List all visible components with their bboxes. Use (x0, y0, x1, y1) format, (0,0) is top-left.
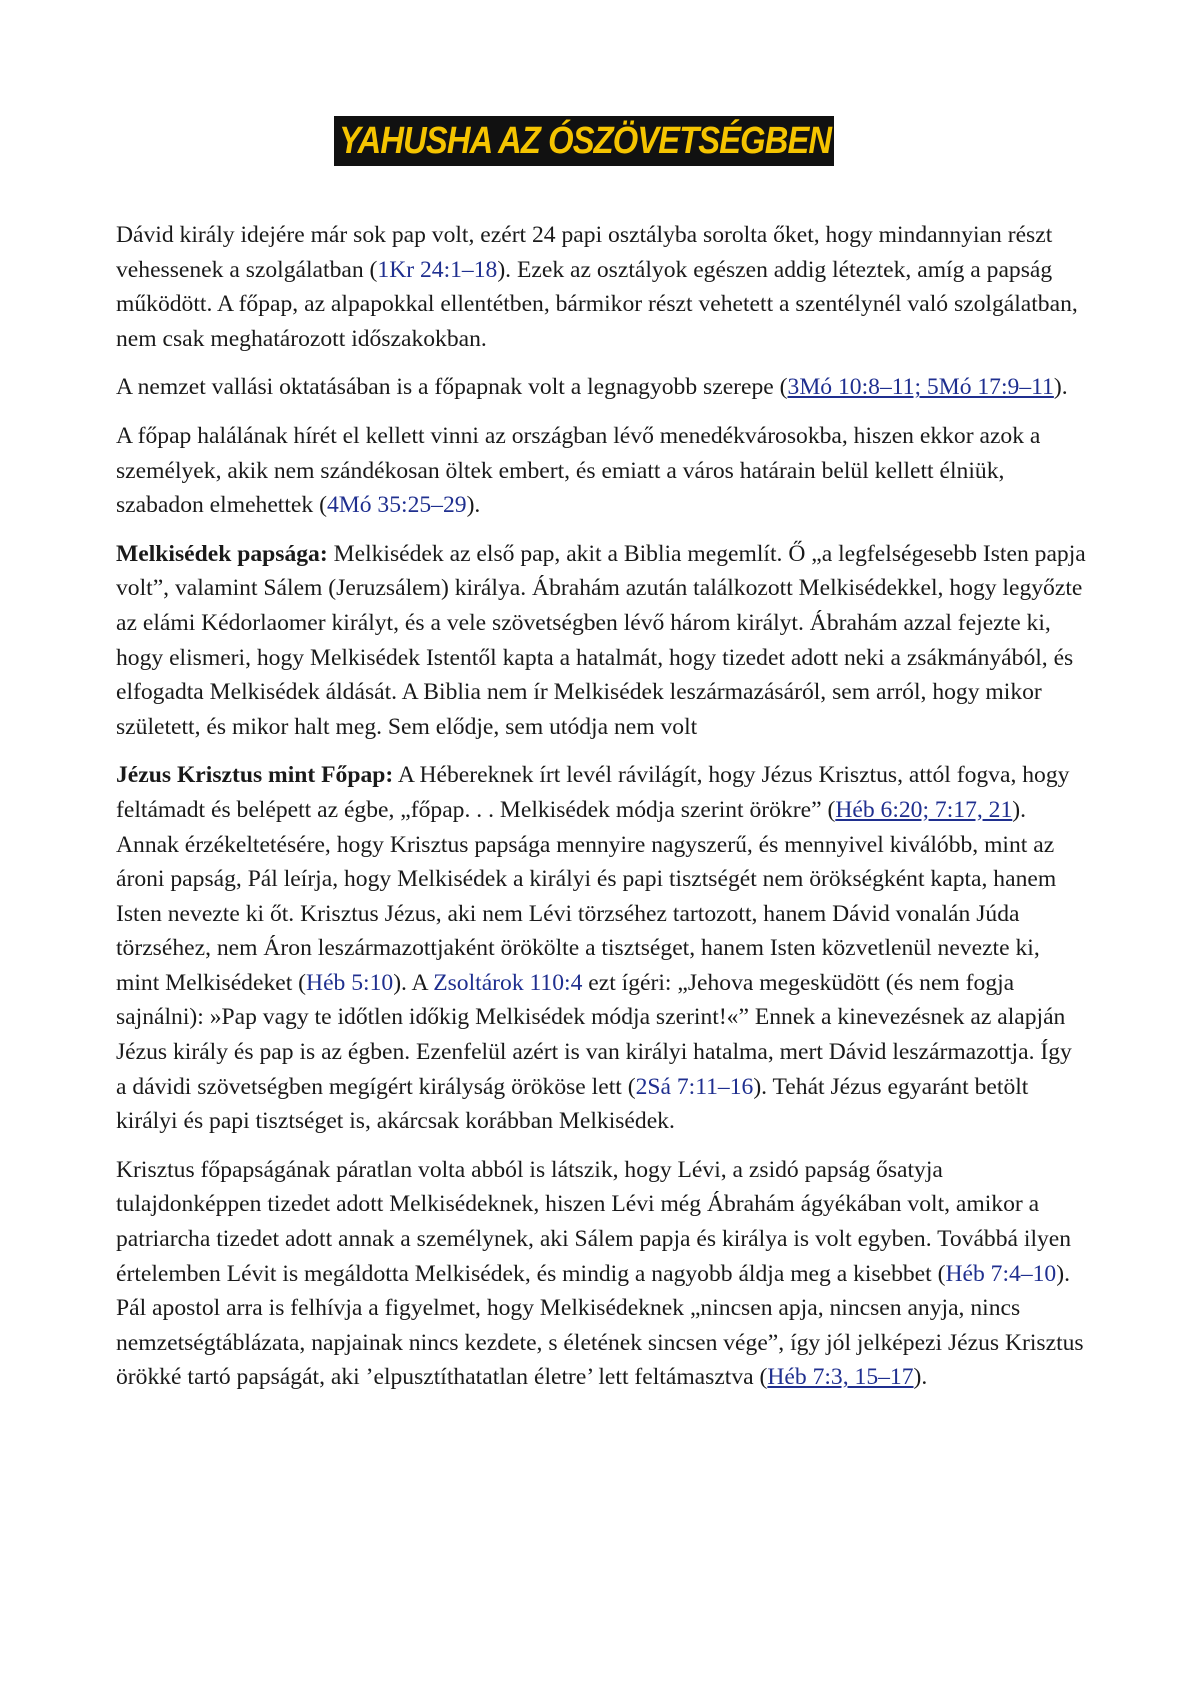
paragraph-priestly-divisions (116, 218, 1086, 356)
paragraph-melchizedek-priesthood (116, 537, 1086, 745)
paragraph-religious-education (116, 370, 1086, 405)
bible-reference-link[interactable]: 4Mó 35:25–29 (326, 492, 467, 519)
bible-reference-link[interactable]: Héb 7:4–10 (945, 1260, 1057, 1287)
text: ). Annak érzékeltetésére, hogy Krisztus papsága mennyire nagyszerű, és mennyivel kiválóbb, mint az ároni papság, Pál leírja, hogy Melkisédek a királyi és papi tisztségét nem örökségként kapta, hanem Isten nevezte ki őt. Krisztus Jézus, aki nem Lévi törzséhez tartozott, hanem Dávid vonalán Júda törzséhez, nem Áron leszármazottjaként örökölte a tisztséget, hanem Isten közvetlenül nevezte ki, mint Melkisédeket ( (116, 796, 1057, 996)
text: ). (1053, 374, 1068, 401)
bible-reference-link[interactable]: Héb 6:20; 7:17, 21 (835, 796, 1013, 823)
bible-reference-link[interactable]: Héb 5:10 (306, 969, 394, 996)
text: ). A (393, 969, 434, 996)
text: Dávid király idejére már sok pap volt, ezért 24 papi osztályba sorolta őket, hogy mindannyian részt vehessenek a szolgálatban ( (116, 222, 1053, 283)
paragraph-cities-of-refuge (116, 419, 1086, 523)
text: A Hébereknek írt levél rávilágít, hogy Jézus Krisztus, attól fogva, hogy feltámadt és belépett az égbe, „főpap. . . Melkisédek módja szerint örökre” ( (116, 762, 1070, 823)
section-heading: Jézus Krisztus mint Főpap: (116, 762, 394, 789)
bible-reference-link[interactable]: Zsoltárok 110:4 (433, 969, 583, 996)
paragraph-jesus-high-priest (116, 758, 1086, 1139)
bible-reference-link[interactable]: Héb 7:3, 15–17 (767, 1364, 914, 1391)
bible-reference-link[interactable]: 1Kr 24:1–18 (377, 256, 498, 283)
text: ezt ígéri: „Jehova megesküdött (és nem fogja sajnálni): »Pap vagy te időtlen időkig Melkisédek módja szerint!«” Ennek a kinevezésnek az alapján Jézus király és pap is az égben. Ezenfelül azért is van királyi hatalma, mert Dávid leszármazottja. Így a dávidi szövetségben megígért királyság örököse lett ( (116, 969, 1072, 1100)
text: ). Tehát Jézus egyaránt betölt királyi és papi tisztséget is, akárcsak korábban Melkisédek. (116, 1073, 1029, 1135)
text: ). Ezek az osztályok egészen addig léteztek, amíg a papság működött. A főpap, az alpapokkal ellentétben, bármikor részt vehetett a szentélynél való szolgálatban, nem csak meghatározott időszakokban. (116, 256, 1078, 352)
title-banner (334, 116, 834, 166)
bible-reference-link[interactable]: 3Mó 10:8–11; 5Mó 17:9–11 (787, 374, 1054, 401)
text: ). (466, 492, 481, 519)
text: A nemzet vallási oktatásában is a főpapnak volt a legnagyobb szerepe ( (116, 374, 788, 401)
text: Melkisédek az első pap, akit a Biblia megemlít. Ő „a legfelségesebb Isten papja volt”, valamint Sálem (Jeruzsálem) királya. Ábrahám azután találkozott Melkisédekkel, hogy legyőzte az elámi Kédorlaomer királyt, és a vele szövetségben lévő három királyt. Ábrahám azzal fejezte ki, hogy elismeri, hogy Melkisédek Istentől kapta a hatalmát, hogy tizedet adott neki a zsákmányából, és elfogadta Melkisédek áldását. A Biblia nem ír Melkisédek leszármazásáról, sem arról, hogy mikor született, és mikor halt meg. Sem elődje, sem utódja nem volt (116, 540, 1086, 740)
bible-reference-link[interactable]: 2Sá 7:11–16 (635, 1073, 754, 1100)
section-heading: Melkisédek papsága: (116, 540, 328, 567)
page-title: YAHUSHA AZ ÓSZÖVETSÉGBEN (339, 120, 832, 162)
text: ). Pál apostol arra is felhívja a figyelmet, hogy Melkisédeknek „nincsen apja, nincsen anyja, nincs nemzetségtáblázata, napjainak nincs kezdete, s életének sincsen vége”, így jól jelképezi Jézus Krisztus örökké tartó papságát, aki ’elpusztíthatatlan életre’ lett feltámasztva ( (116, 1260, 1084, 1391)
text: Krisztus főpapságának páratlan volta abból is látszik, hogy Lévi, a zsidó papság ősatyja tulajdonképpen tizedet adott Melkisédeknek, hiszen Lévi még Ábrahám ágyékában volt, amikor a patriarcha tizedet adott annak a személynek, aki Sálem papja és királya is volt egyben. Továbbá ilyen értelemben Lévit is megáldotta Melkisédek, és mindig a nagyobb áldja meg a kisebbet ( (116, 1156, 1072, 1287)
document-body (116, 218, 1086, 1409)
text: ). (913, 1364, 928, 1391)
text: A főpap halálának hírét el kellett vinni az országban lévő menedékvárosokba, hiszen ekkor azok a személyek, akik nem szándékosan öltek embert, és emiatt a város határain belül kellett élniük, szabadon elmehettek ( (116, 422, 1041, 519)
paragraph-unique-priesthood (116, 1153, 1086, 1395)
